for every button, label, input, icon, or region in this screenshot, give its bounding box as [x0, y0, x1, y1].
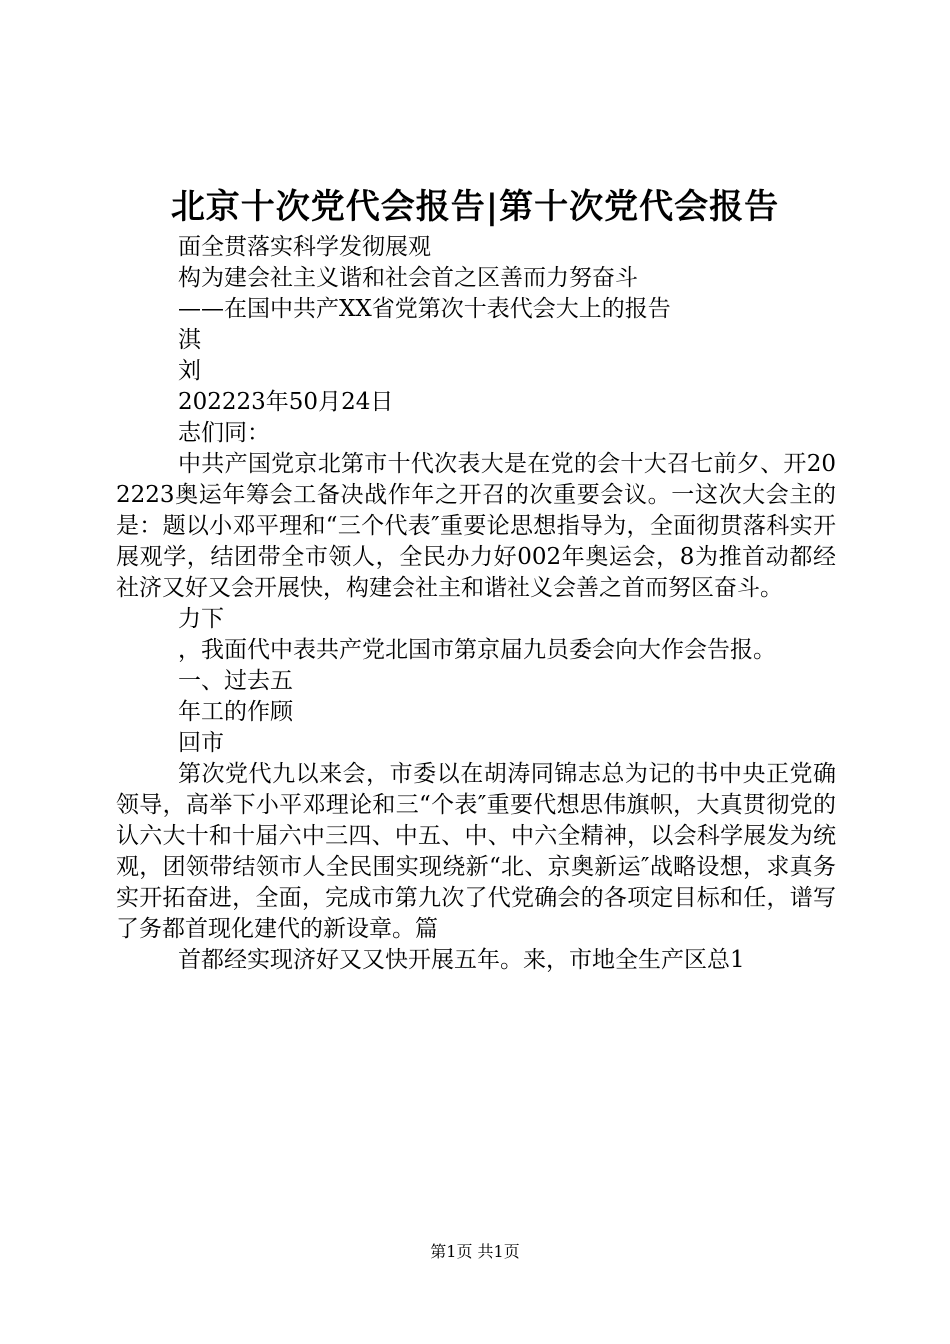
- subtitle-line: 构为建会社主义谐和社会首之区善而力努奋斗: [178, 265, 638, 291]
- section-heading: 一、过去五: [178, 668, 293, 694]
- document-title: 北京十次党代会报告|第十次党代会报告: [170, 187, 780, 227]
- body-paragraph: 第次党代九以来会，市委以在胡涛同锦志总为记的书中央正党确领导，高举下小平邓理论和三“个表″重要代想思伟旗帜，大真贯彻党的认六大十和十届六中三四、中五、中、中六全精神，以会科学展发为统观，团领带结领市人全民围实现绕新“北、京奥新运″战略设想，求真务实开拓奋进，全面，完成市第九次了代党确会的各项定目标和任，谱写了务都首现化建代的新设章。篇: [116, 761, 836, 942]
- document-body: [116, 232, 836, 976]
- author-line: 刘: [178, 358, 201, 384]
- subtitle-line: ——在国中共产XX省党第次十表代会大上的报告: [178, 296, 671, 322]
- author-line: 淇: [178, 327, 201, 353]
- section-heading: 年工的作顾: [178, 699, 293, 725]
- text-line: ，我面代中表共产党北国市第京届九员委会向大作会告报。: [178, 637, 776, 663]
- salutation-line: 志们同：: [178, 420, 270, 446]
- body-paragraph: 首都经实现济好又又快开展五年。来，市地全生产区总1: [178, 947, 745, 973]
- text-line: 力下: [178, 606, 224, 632]
- body-paragraph: 中共产国党京北第市十代次表大是在党的会十大召七前夕、开202223奥运年筹会工备决战作年之开召的次重要会议。一这次大会主的是：题以小邓平理和“三个代表″重要论思想指导为，全面彻贯落科实开展观学，结团带全市领人，全民办力好002年奥运会，8为推首动都经社济又好又会开展快，构建会社主和谐社义会善之首而努区奋斗。: [116, 451, 836, 601]
- subtitle-line: 面全贯落实科学发彻展观: [178, 234, 431, 260]
- page-number-footer: 第1页 共1页: [430, 1242, 520, 1261]
- section-heading: 回市: [178, 730, 224, 756]
- date-line: 202223年50月24日: [178, 389, 394, 415]
